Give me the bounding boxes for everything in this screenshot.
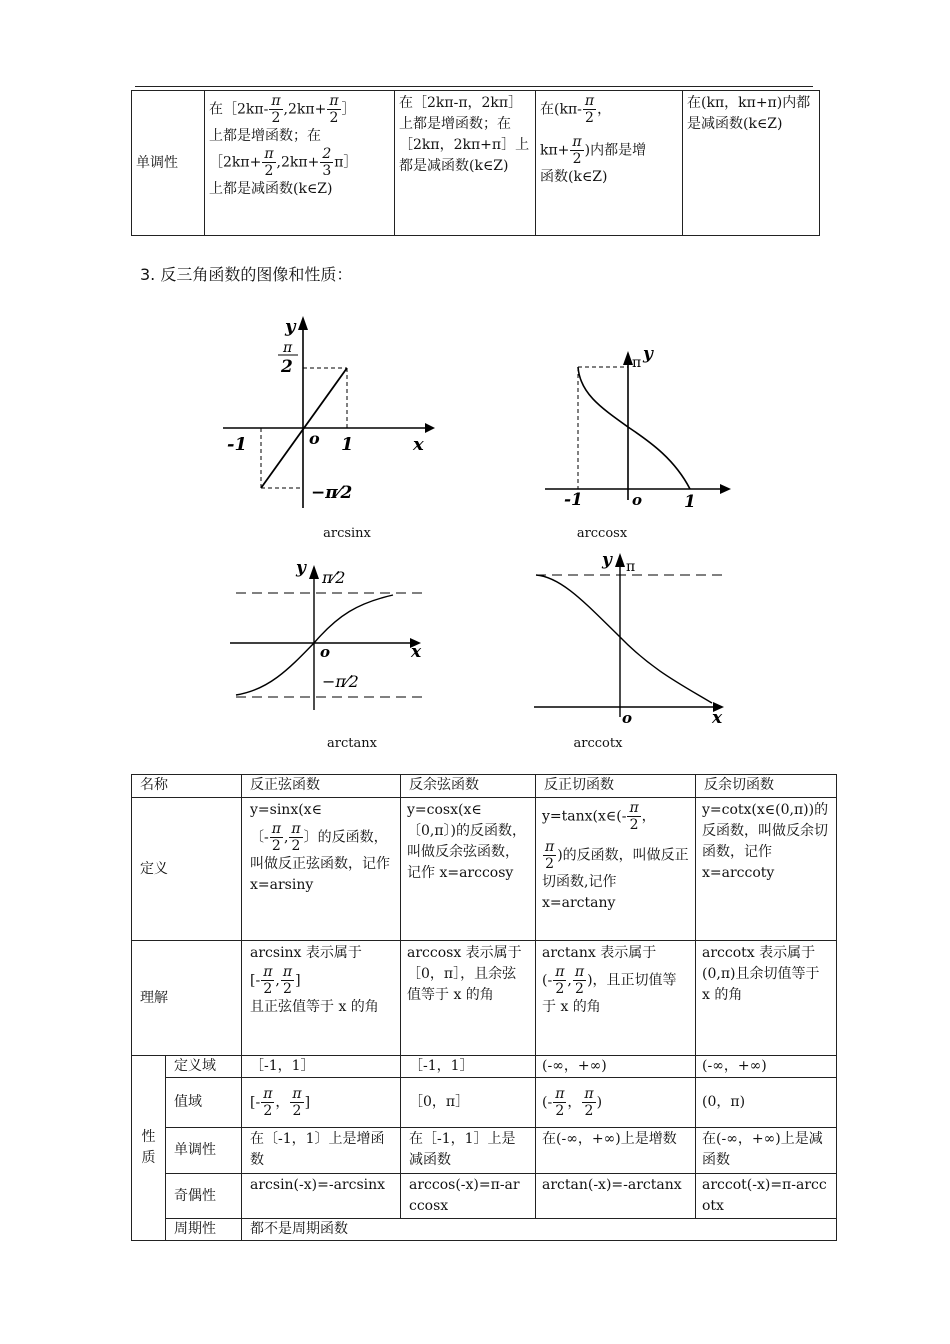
arccot-domain-cell: (-∞，+∞) [696, 1056, 837, 1078]
bottom-limit-label: −π⁄2 [322, 672, 359, 691]
monotonicity-table [131, 90, 820, 236]
arccot-monotonicity-cell: 在(-∞，+∞)上是减函数 [696, 1128, 837, 1174]
row-label-understanding: 理解 [132, 941, 242, 1056]
origin-label: o [309, 429, 320, 448]
arccos-graph [540, 335, 735, 515]
arccos-domain-cell: ［-1，1］ [401, 1056, 536, 1078]
section-heading: 3. 反三角函数的图像和性质： [140, 265, 353, 284]
row-label-monotonicity: 单调性 [132, 91, 205, 236]
row-label-parity: 奇偶性 [166, 1174, 242, 1219]
arctan-definition-cell: y=tanx(x∈(- $\frac{\pi}{2}$ ， $\frac{\pi}{2}$ )的反函数，叫做反正切函数,记作x=arctany [536, 798, 696, 941]
arctan-monotonicity-cell: 在(-∞，+∞)上是增数 [536, 1128, 696, 1174]
x-tick-one: 1 [684, 492, 696, 512]
arctan-range-cell: (- $\frac{\pi}{2}$ ， $\frac{\pi}{2}$ ) [536, 1078, 696, 1128]
row-label-domain: 定义域 [166, 1056, 242, 1078]
periodicity-cell: 都不是周期函数 [242, 1219, 837, 1241]
arccot-graph [532, 545, 732, 725]
pi-label: π [626, 559, 636, 575]
arccot-parity-cell: arccot(-x)=π-arccotx [696, 1174, 837, 1219]
row-label-properties: 性质 [132, 1056, 166, 1241]
y-axis-label: y [296, 558, 306, 578]
row-label-range: 值域 [166, 1078, 242, 1128]
arctan-understanding-cell: arctanx 表示属于 (- $\frac{\pi}{2}$ , $\frac{\pi}{2}$ )，且正切值等于 x 的角 [536, 941, 696, 1056]
arccot-definition-cell: y=cotx(x∈(0,π))的反函数，叫做反余切函数，记作 x=arccoty [696, 798, 837, 941]
cos-monotonicity-cell: 在［2kπ-π，2kπ］上都是增函数；在［2kπ，2kπ+π］上都是减函数(k∈Z) [395, 91, 536, 236]
arcsin-graph [215, 308, 440, 523]
x-tick-one: 1 [341, 434, 354, 455]
origin-label: o [320, 643, 331, 661]
header-name: 名称 [132, 775, 242, 798]
arcsin-domain-cell: ［-1，1］ [242, 1056, 401, 1078]
arccos-understanding-cell: arccosx 表示属于［0，π］，且余弦值等于 x 的角 [401, 941, 536, 1056]
arcsin-range-cell: [- $\frac{\pi}{2}$ ， $\frac{\pi}{2}$ ] [242, 1078, 401, 1128]
arccos-monotonicity-cell: 在［-1，1］上是减函数 [401, 1128, 536, 1174]
arccot-understanding-cell: arccotx 表示属于(0,π)且余切值等于 x 的角 [696, 941, 837, 1056]
header-rule [135, 86, 813, 87]
arccos-caption: arccosx [576, 526, 628, 541]
x-tick-neg-one: -1 [227, 434, 247, 455]
header-arccos: 反余弦函数 [401, 775, 536, 798]
sin-monotonicity-cell: 在［2kπ- $\frac{\pi}{2}$ ,2kπ+ $\frac{\pi}{2}$ ］ 上都是增函数；在 ［2kπ+ $\frac{\pi}{2}$ ,2kπ+ $\frac{2}{3}$ π］ 上都是减函数(k∈Z) [205, 91, 395, 236]
arctan-parity-cell: arctan(-x)=-arctanx [536, 1174, 696, 1219]
arcsin-monotonicity-cell: 在〔-1，1〕上是增函数 [242, 1128, 401, 1174]
header-arccot: 反余切函数 [696, 775, 837, 798]
y-axis-label: y [643, 344, 653, 364]
arcsin-caption: arcsinx [323, 526, 371, 541]
inverse-trig-properties-table [131, 774, 837, 1241]
top-limit-label: π⁄2 [322, 568, 346, 587]
header-arcsin: 反正弦函数 [242, 775, 401, 798]
arccos-parity-cell: arccos(-x)=π-arccosx [401, 1174, 536, 1219]
cot-monotonicity-cell: 在(kπ，kπ+π)内都是减函数(k∈Z) [683, 91, 820, 236]
y-axis-label: y [285, 316, 296, 337]
row-label-definition: 定义 [132, 798, 242, 941]
top-limit-numerator: π [283, 340, 293, 356]
arcsin-parity-cell: arcsin(-x)=-arcsinx [242, 1174, 401, 1219]
x-axis-label: x [712, 708, 723, 725]
top-limit-denominator: 2 [281, 357, 293, 377]
y-axis-label: y [602, 550, 612, 570]
arccot-caption: arccotx [573, 736, 623, 751]
x-tick-neg-one: -1 [564, 490, 583, 510]
header-arctan: 反正切函数 [536, 775, 696, 798]
origin-label: o [622, 709, 633, 725]
row-label-monotonicity: 单调性 [166, 1128, 242, 1174]
row-label-periodicity: 周期性 [166, 1219, 242, 1241]
arcsin-understanding-cell: arcsinx 表示属于 [- $\frac{\pi}{2}$ , $\frac{\pi}{2}$ ] 且正弦值等于 x 的角 [242, 941, 401, 1056]
arctan-domain-cell: (-∞，+∞) [536, 1056, 696, 1078]
arctan-caption: arctanx [327, 736, 377, 751]
arccot-range-cell: (0，π) [696, 1078, 837, 1128]
arccos-range-cell: ［0，π］ [401, 1078, 536, 1128]
x-axis-label: x [413, 434, 424, 455]
arctan-graph [228, 555, 438, 715]
arcsin-definition-cell: y=sinx(x∈ 〔- $\frac{\pi}{2}$ , $\frac{\pi}{2}$ 〕的反函数，叫做反正弦函数，记作 x=arsiny [242, 798, 401, 941]
pi-label: π [632, 355, 642, 371]
bottom-limit-label: −π⁄2 [311, 483, 353, 503]
tan-monotonicity-cell: 在(kπ- $\frac{\pi}{2}$ ， kπ+ $\frac{\pi}{2}$ )内都是增 函数(k∈Z) [536, 91, 683, 236]
x-axis-label: x [411, 642, 422, 662]
origin-label: o [632, 491, 643, 509]
arccos-definition-cell: y=cosx(x∈〔0,π〕)的反函数，叫做反余弦函数，记作 x=arccosy [401, 798, 536, 941]
